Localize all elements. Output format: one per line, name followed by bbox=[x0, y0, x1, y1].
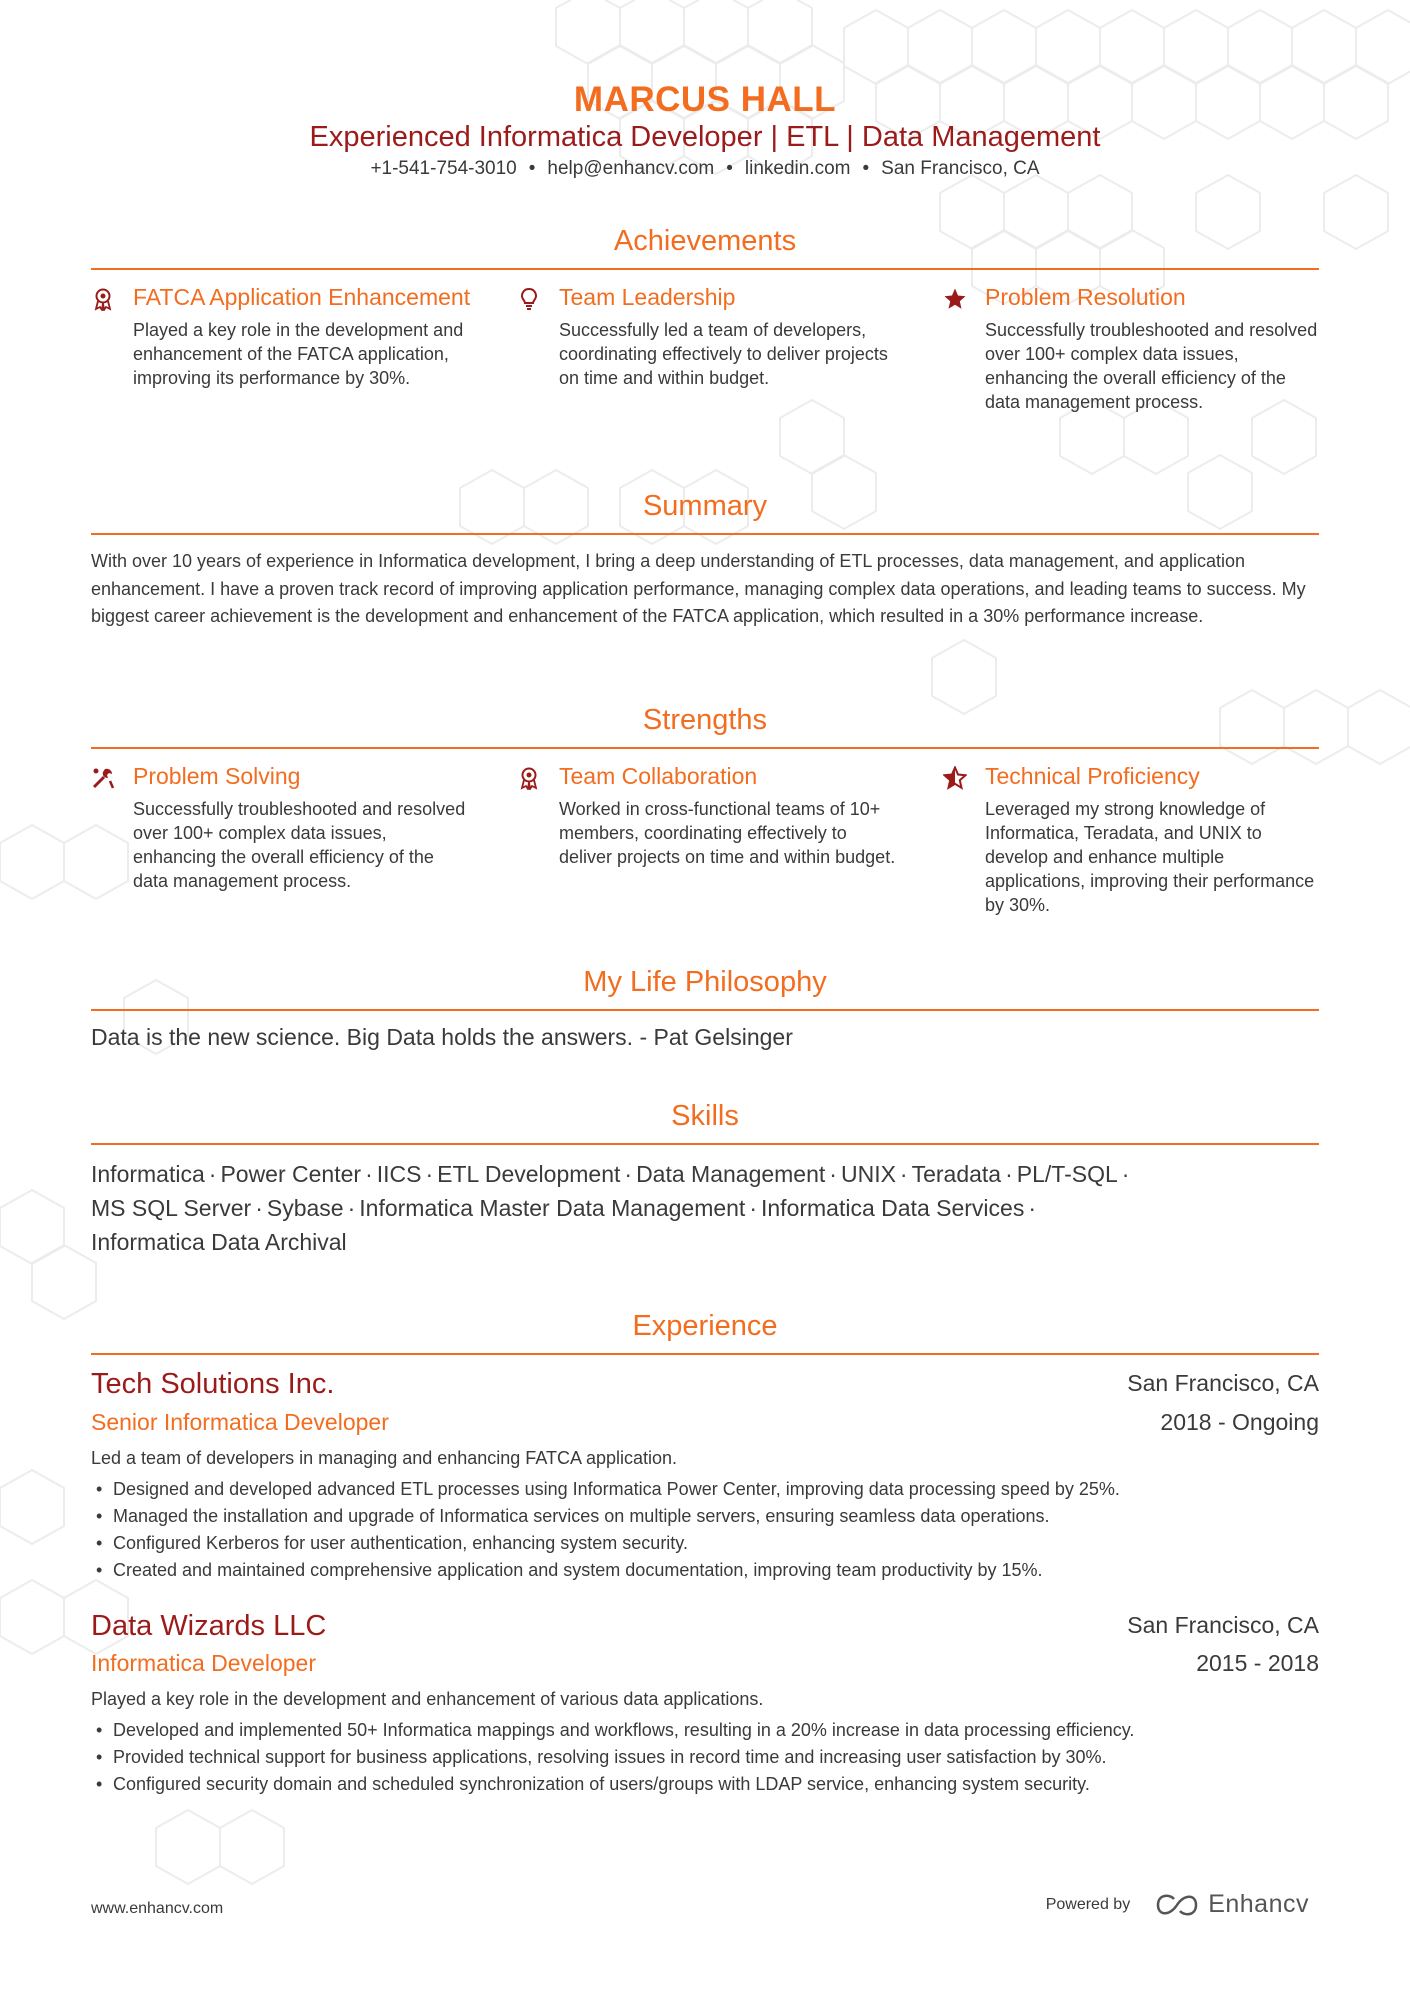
skill-item: Power Center bbox=[220, 1161, 362, 1187]
job-dates: 2018 - Ongoing bbox=[1160, 1409, 1319, 1435]
skill-item: UNIX bbox=[840, 1161, 896, 1187]
strength-card bbox=[943, 762, 1323, 917]
section-title-philosophy: My Life Philosophy bbox=[583, 966, 827, 998]
achievement-title: FATCA Application Enhancement bbox=[133, 284, 471, 310]
star-outline-icon bbox=[943, 766, 967, 790]
job-bullets bbox=[91, 1476, 1319, 1584]
section-title-experience: Experience bbox=[632, 1310, 778, 1342]
summary-text: With over 10 years of experience in Informatica development, I bring a deep understanding of ETL processes, data management, and application enhancement. I have a proven track record of improving application performance, managing complex data operations, and leading teams to success. My biggest career achievement is the development and enhancement of the FATCA application, which resulted in a 30% performance increase. bbox=[91, 551, 1306, 626]
footer-branding bbox=[1046, 1890, 1309, 1919]
skill-item: Teradata bbox=[911, 1161, 1002, 1187]
job-bullets bbox=[91, 1717, 1319, 1798]
list-item: • Configured security domain and scheduled synchronization of users/groups with LDAP service, enhancing system security. bbox=[91, 1771, 1319, 1798]
skill-item: PL/T-SQL bbox=[1016, 1161, 1118, 1187]
list-item: • Configured Kerberos for user authentication, enhancing system security. bbox=[91, 1530, 1319, 1557]
philosophy-quote: Data is the new science. Big Data holds the answers. - Pat Gelsinger bbox=[91, 1024, 793, 1050]
achievement-title: Problem Resolution bbox=[985, 284, 1186, 310]
resume-page bbox=[91, 0, 1319, 1995]
strength-title: Team Collaboration bbox=[559, 763, 758, 789]
section-title-summary: Summary bbox=[642, 490, 768, 522]
brand-name[interactable]: Enhancv bbox=[1208, 1890, 1309, 1918]
section-divider bbox=[91, 268, 1319, 270]
skill-item: Informatica bbox=[91, 1161, 205, 1187]
job-dates: 2015 - 2018 bbox=[1196, 1650, 1319, 1676]
list-item: • Created and maintained comprehensive application and system documentation, improving team productivity by 15%. bbox=[91, 1557, 1319, 1584]
skill-item: MS SQL Server bbox=[91, 1195, 252, 1221]
strength-card bbox=[91, 762, 471, 893]
lightbulb-icon bbox=[517, 287, 541, 311]
strength-desc: Leveraged my strong knowledge of Informatica, Teradata, and UNIX to develop and enhance multiple applications, improving their performance by 30%. bbox=[985, 799, 1315, 915]
award-icon bbox=[517, 766, 541, 790]
skill-item: ETL Development bbox=[437, 1161, 621, 1187]
section-title-achievements: Achievements bbox=[613, 225, 797, 257]
achievement-card bbox=[91, 283, 471, 390]
strength-title: Technical Proficiency bbox=[985, 763, 1200, 789]
job-role: Informatica Developer bbox=[91, 1650, 316, 1676]
skill-item: Informatica Master Data Management bbox=[359, 1195, 746, 1221]
list-item: • Managed the installation and upgrade of Informatica services on multiple servers, ensuring seamless data operations. bbox=[91, 1503, 1319, 1530]
achievement-card bbox=[517, 283, 897, 390]
achievement-desc: Successfully led a team of developers, coordinating effectively to deliver projects on time and within budget. bbox=[559, 320, 888, 388]
skill-item: Informatica Data Services bbox=[761, 1195, 1025, 1221]
job-company: Data Wizards LLC bbox=[91, 1610, 327, 1642]
skill-item: Sybase bbox=[266, 1195, 344, 1221]
list-item: • Provided technical support for business applications, resolving issues in record time and increasing user satisfaction by 30%. bbox=[91, 1744, 1319, 1771]
powered-by-label: Powered by bbox=[1045, 1895, 1131, 1913]
phone[interactable]: +1-541-754-3010 bbox=[370, 158, 517, 179]
achievement-desc: Played a key role in the development and enhancement of the FATCA application, improving its performance by 30%. bbox=[133, 320, 464, 388]
achievement-desc: Successfully troubleshooted and resolved over 100+ complex data issues, enhancing the overall efficiency of the data management process. bbox=[985, 320, 1318, 412]
skills-list: Informatica · Power Center · IICS · ETL Development · Data Management · UNIX · Teradata · PL/T-SQL · MS SQL Server · Sybase · Informatica Master Data Management · Informatica Data Services · Informatica Data Archival bbox=[91, 1161, 1130, 1255]
section-divider bbox=[91, 747, 1319, 749]
section-title-skills: Skills bbox=[671, 1100, 739, 1132]
section-divider bbox=[91, 1353, 1319, 1355]
job-role: Senior Informatica Developer bbox=[91, 1409, 389, 1435]
candidate-name: MARCUS HALL bbox=[573, 80, 837, 119]
email[interactable]: help@enhancv.com bbox=[547, 158, 715, 179]
candidate-subtitle: Experienced Informatica Developer | ETL | Data Management bbox=[309, 121, 1101, 153]
job-summary: Played a key role in the development and enhancement of various data applications. bbox=[91, 1689, 764, 1709]
achievement-card bbox=[943, 283, 1323, 414]
tools-icon bbox=[91, 766, 115, 790]
section-title-strengths: Strengths bbox=[642, 704, 768, 736]
enhancv-logo-icon bbox=[1154, 1893, 1200, 1917]
list-item: • Developed and implemented 50+ Informatica mappings and workflows, resulting in a 20% increase in data processing efficiency. bbox=[91, 1717, 1319, 1744]
footer-website[interactable]: www.enhancv.com bbox=[91, 1900, 224, 1917]
list-item: • Designed and developed advanced ETL processes using Informatica Power Center, improving data processing speed by 25%. bbox=[91, 1476, 1319, 1503]
achievement-title: Team Leadership bbox=[559, 284, 736, 310]
strength-card bbox=[517, 762, 897, 869]
job-location: San Francisco, CA bbox=[1127, 1370, 1319, 1396]
section-divider bbox=[91, 1009, 1319, 1011]
job-company: Tech Solutions Inc. bbox=[91, 1368, 335, 1400]
skill-item: IICS bbox=[376, 1161, 422, 1187]
job-summary: Led a team of developers in managing and enhancing FATCA application. bbox=[91, 1448, 678, 1468]
star-icon bbox=[943, 287, 967, 311]
strength-desc: Worked in cross-functional teams of 10+ members, coordinating effectively to deliver projects on time and within budget. bbox=[559, 799, 896, 867]
linkedin[interactable]: linkedin.com bbox=[744, 158, 851, 179]
strength-desc: Successfully troubleshooted and resolved over 100+ complex data issues, enhancing the overall efficiency of the data management process. bbox=[133, 799, 466, 891]
contact-line: +1-541-754-3010 • help@enhancv.com • linkedin.com • San Francisco, CA bbox=[370, 158, 1040, 179]
skill-item: Informatica Data Archival bbox=[91, 1229, 347, 1255]
skill-item: Data Management bbox=[636, 1161, 826, 1187]
section-divider bbox=[91, 1143, 1319, 1145]
section-divider bbox=[91, 533, 1319, 535]
job-location: San Francisco, CA bbox=[1127, 1612, 1319, 1638]
strength-title: Problem Solving bbox=[133, 763, 301, 789]
award-icon bbox=[91, 287, 115, 311]
location: San Francisco, CA bbox=[881, 158, 1040, 179]
